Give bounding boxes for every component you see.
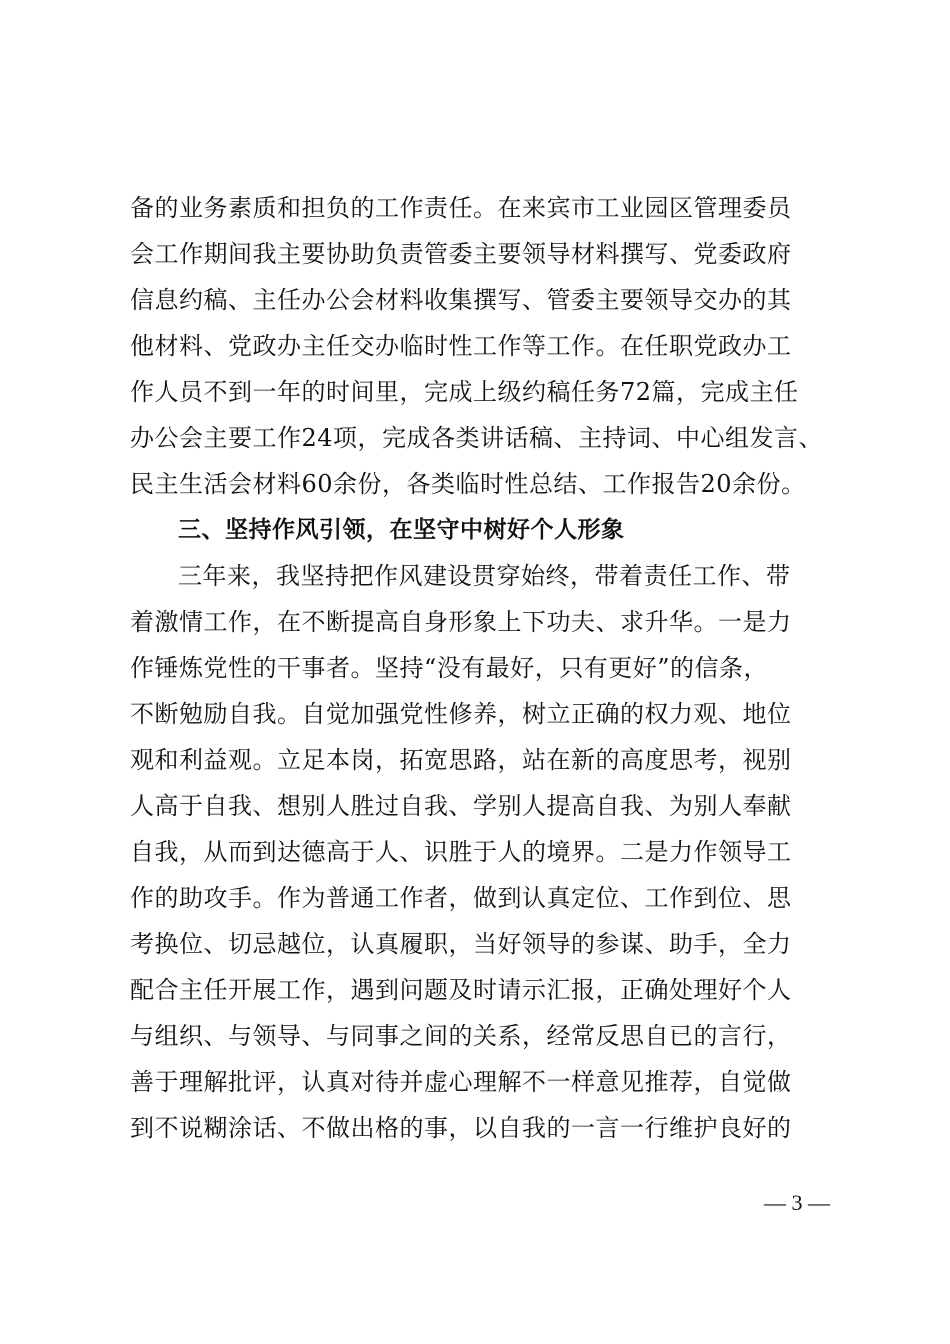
body-text-line: 民主生活会材料60余份，各类临时性总结、工作报告20余份。 bbox=[130, 470, 806, 498]
body-text-line: 他材料、党政办主任交办临时性工作等工作。在任职党政办工 bbox=[130, 332, 792, 360]
section-heading: 三、坚持作风引领，在坚守中树好个人形象 bbox=[178, 517, 625, 543]
page-number: — 3 — bbox=[764, 1190, 830, 1215]
body-text-line: 不断勉励自我。自觉加强党性修养，树立正确的权力观、地位 bbox=[130, 700, 792, 728]
body-text-line: 会工作期间我主要协助负责管委主要领导材料撰写、党委政府 bbox=[130, 240, 792, 268]
body-text-line: 自我，从而到达德高于人、识胜于人的境界。二是力作领导工 bbox=[130, 838, 792, 866]
body-text-line: 考换位、切忌越位，认真履职，当好领导的参谋、助手，全力 bbox=[130, 930, 792, 958]
body-text-line: 三年来，我坚持把作风建设贯穿始终，带着责任工作、带 bbox=[178, 562, 791, 590]
body-text-line: 信息约稿、主任办公会材料收集撰写、管委主要领导交办的其 bbox=[130, 286, 792, 314]
body-text-line: 与组织、与领导、与同事之间的关系，经常反思自已的言行， bbox=[130, 1022, 792, 1050]
body-text-line: 着激情工作，在不断提高自身形象上下功夫、求升华。一是力 bbox=[130, 608, 792, 636]
body-text-line: 办公会主要工作24项，完成各类讲话稿、主持词、中心组发言、 bbox=[130, 424, 824, 452]
body-text-line: 人高于自我、想别人胜过自我、学别人提高自我、为别人奉献 bbox=[130, 792, 792, 820]
body-text-line: 备的业务素质和担负的工作责任。在来宾市工业园区管理委员 bbox=[130, 194, 792, 222]
body-text-line: 作锤炼党性的干事者。坚持“没有最好，只有更好”的信条， bbox=[130, 654, 769, 682]
body-text-line: 到不说糊涂话、不做出格的事，以自我的一言一行维护良好的 bbox=[130, 1114, 792, 1142]
body-text-line: 作人员不到一年的时间里，完成上级约稿任务72篇，完成主任 bbox=[130, 378, 799, 406]
body-text-line: 作的助攻手。作为普通工作者，做到认真定位、工作到位、思 bbox=[130, 884, 792, 912]
body-text-line: 配合主任开展工作，遇到问题及时请示汇报，正确处理好个人 bbox=[130, 976, 792, 1004]
body-text-line: 观和利益观。立足本岗，拓宽思路，站在新的高度思考，视别 bbox=[130, 746, 792, 774]
body-text-line: 善于理解批评，认真对待并虚心理解不一样意见推荐，自觉做 bbox=[130, 1068, 792, 1096]
